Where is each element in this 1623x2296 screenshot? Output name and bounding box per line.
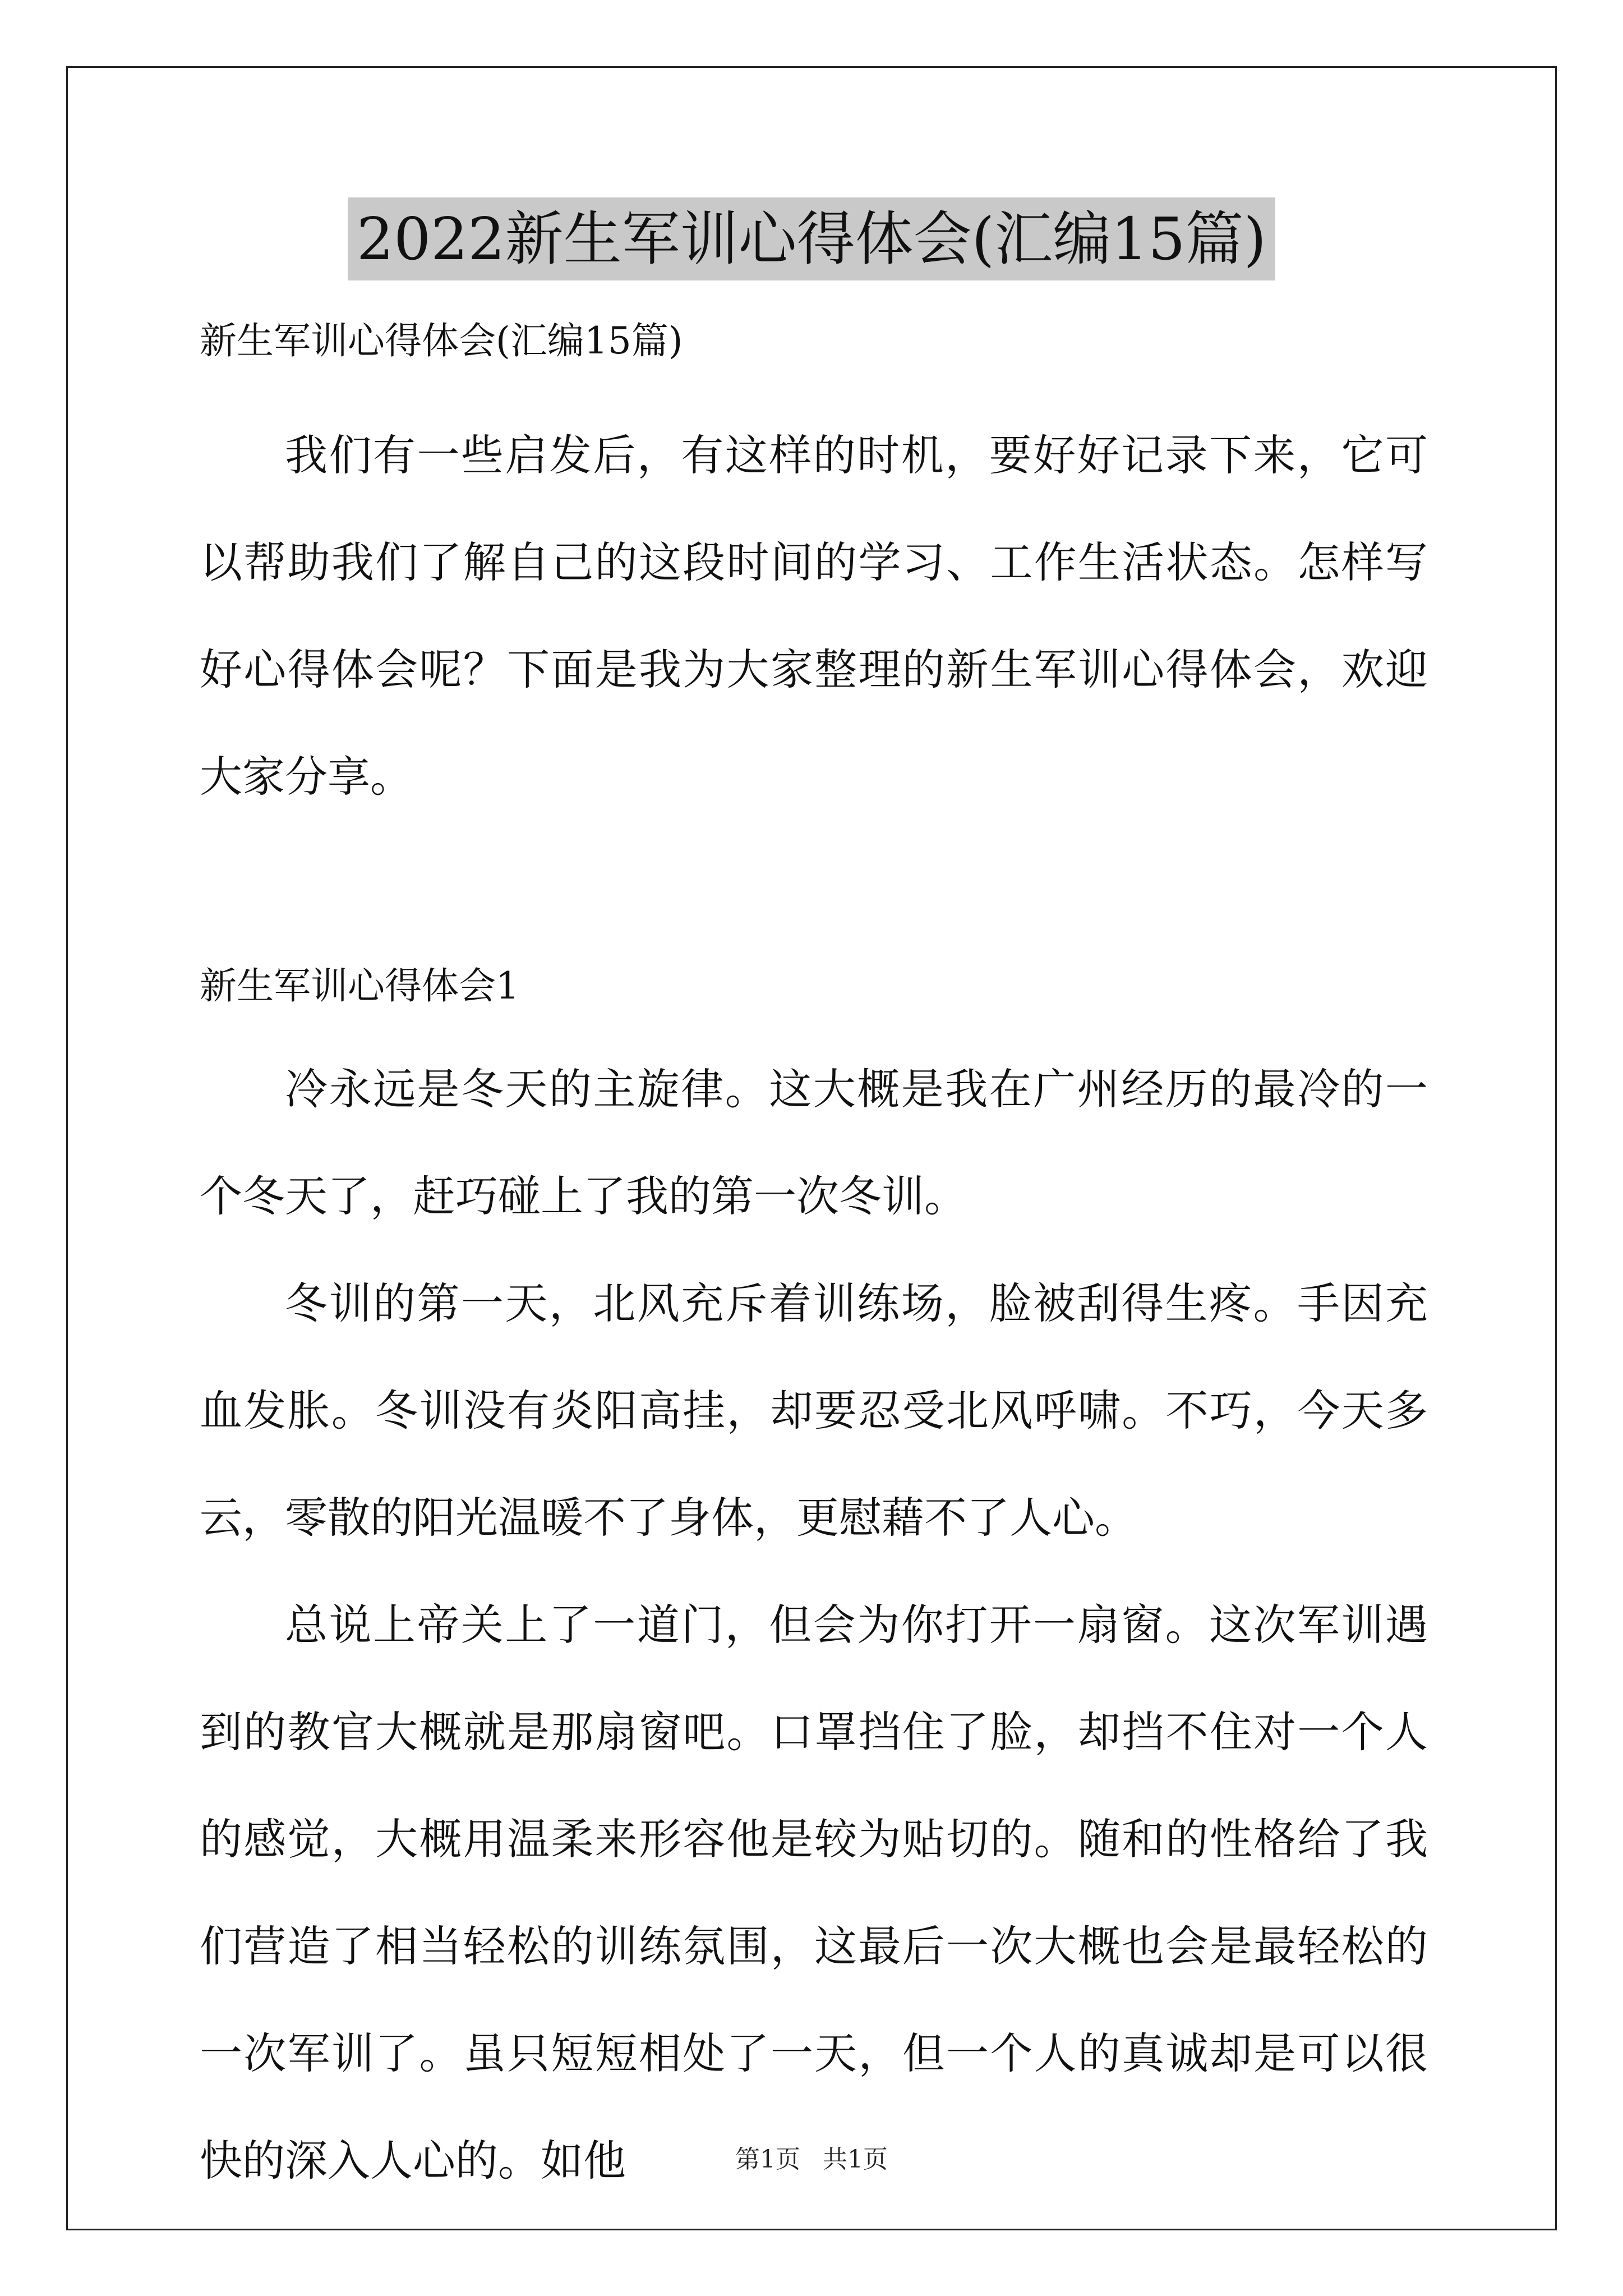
document-title: 2022新生军训心得体会(汇编15篇)	[348, 197, 1275, 280]
page-total: 共1页	[823, 2145, 888, 2174]
intro-paragraph: 我们有一些启发后，有这样的时机，要好好记录下来，它可以帮助我们了解自己的这段时间的学习、工作生活状态。怎样写好心得体会呢？下面是我为大家整理的新生军训心得体会，欢迎大家分享。	[200, 430, 1428, 802]
body-paragraph: 冬训的第一天，北风充斥着训练场，脸被刮得生疼。手因充血发胀。冬训没有炎阳高挂，却要忍受北风呼啸。不巧，今天多云，零散的阳光温暖不了身体，更慰藉不了人心。	[200, 1278, 1428, 1543]
page-footer	[0, 2143, 1623, 2177]
body-paragraph: 冷永远是冬天的主旋律。这大概是我在广州经历的最冷的一个冬天了，赶巧碰上了我的第一次冬训。	[200, 1064, 1428, 1221]
page-number: 第1页	[735, 2145, 800, 2174]
section-heading: 新生军训心得体会1	[200, 964, 519, 1007]
body-paragraph: 总说上帝关上了一道门，但会为你打开一扇窗。这次军训遇到的教官大概就是那扇窗吧。口罩挡住了脸，却挡不住对一个人的感觉，大概用温柔来形容他是较为贴切的。随和的性格给了我们营造了相当轻松的训练氛围，这最后一次大概也会是最轻松的一次军训了。虽只短短相处了一天，但一个人的真诚却是可以很快的深入人心的。如他	[200, 1600, 1428, 2185]
title-container	[0, 197, 1623, 280]
document-body	[200, 314, 1428, 2214]
document-subtitle: 新生军训心得体会(汇编15篇)	[200, 319, 683, 362]
